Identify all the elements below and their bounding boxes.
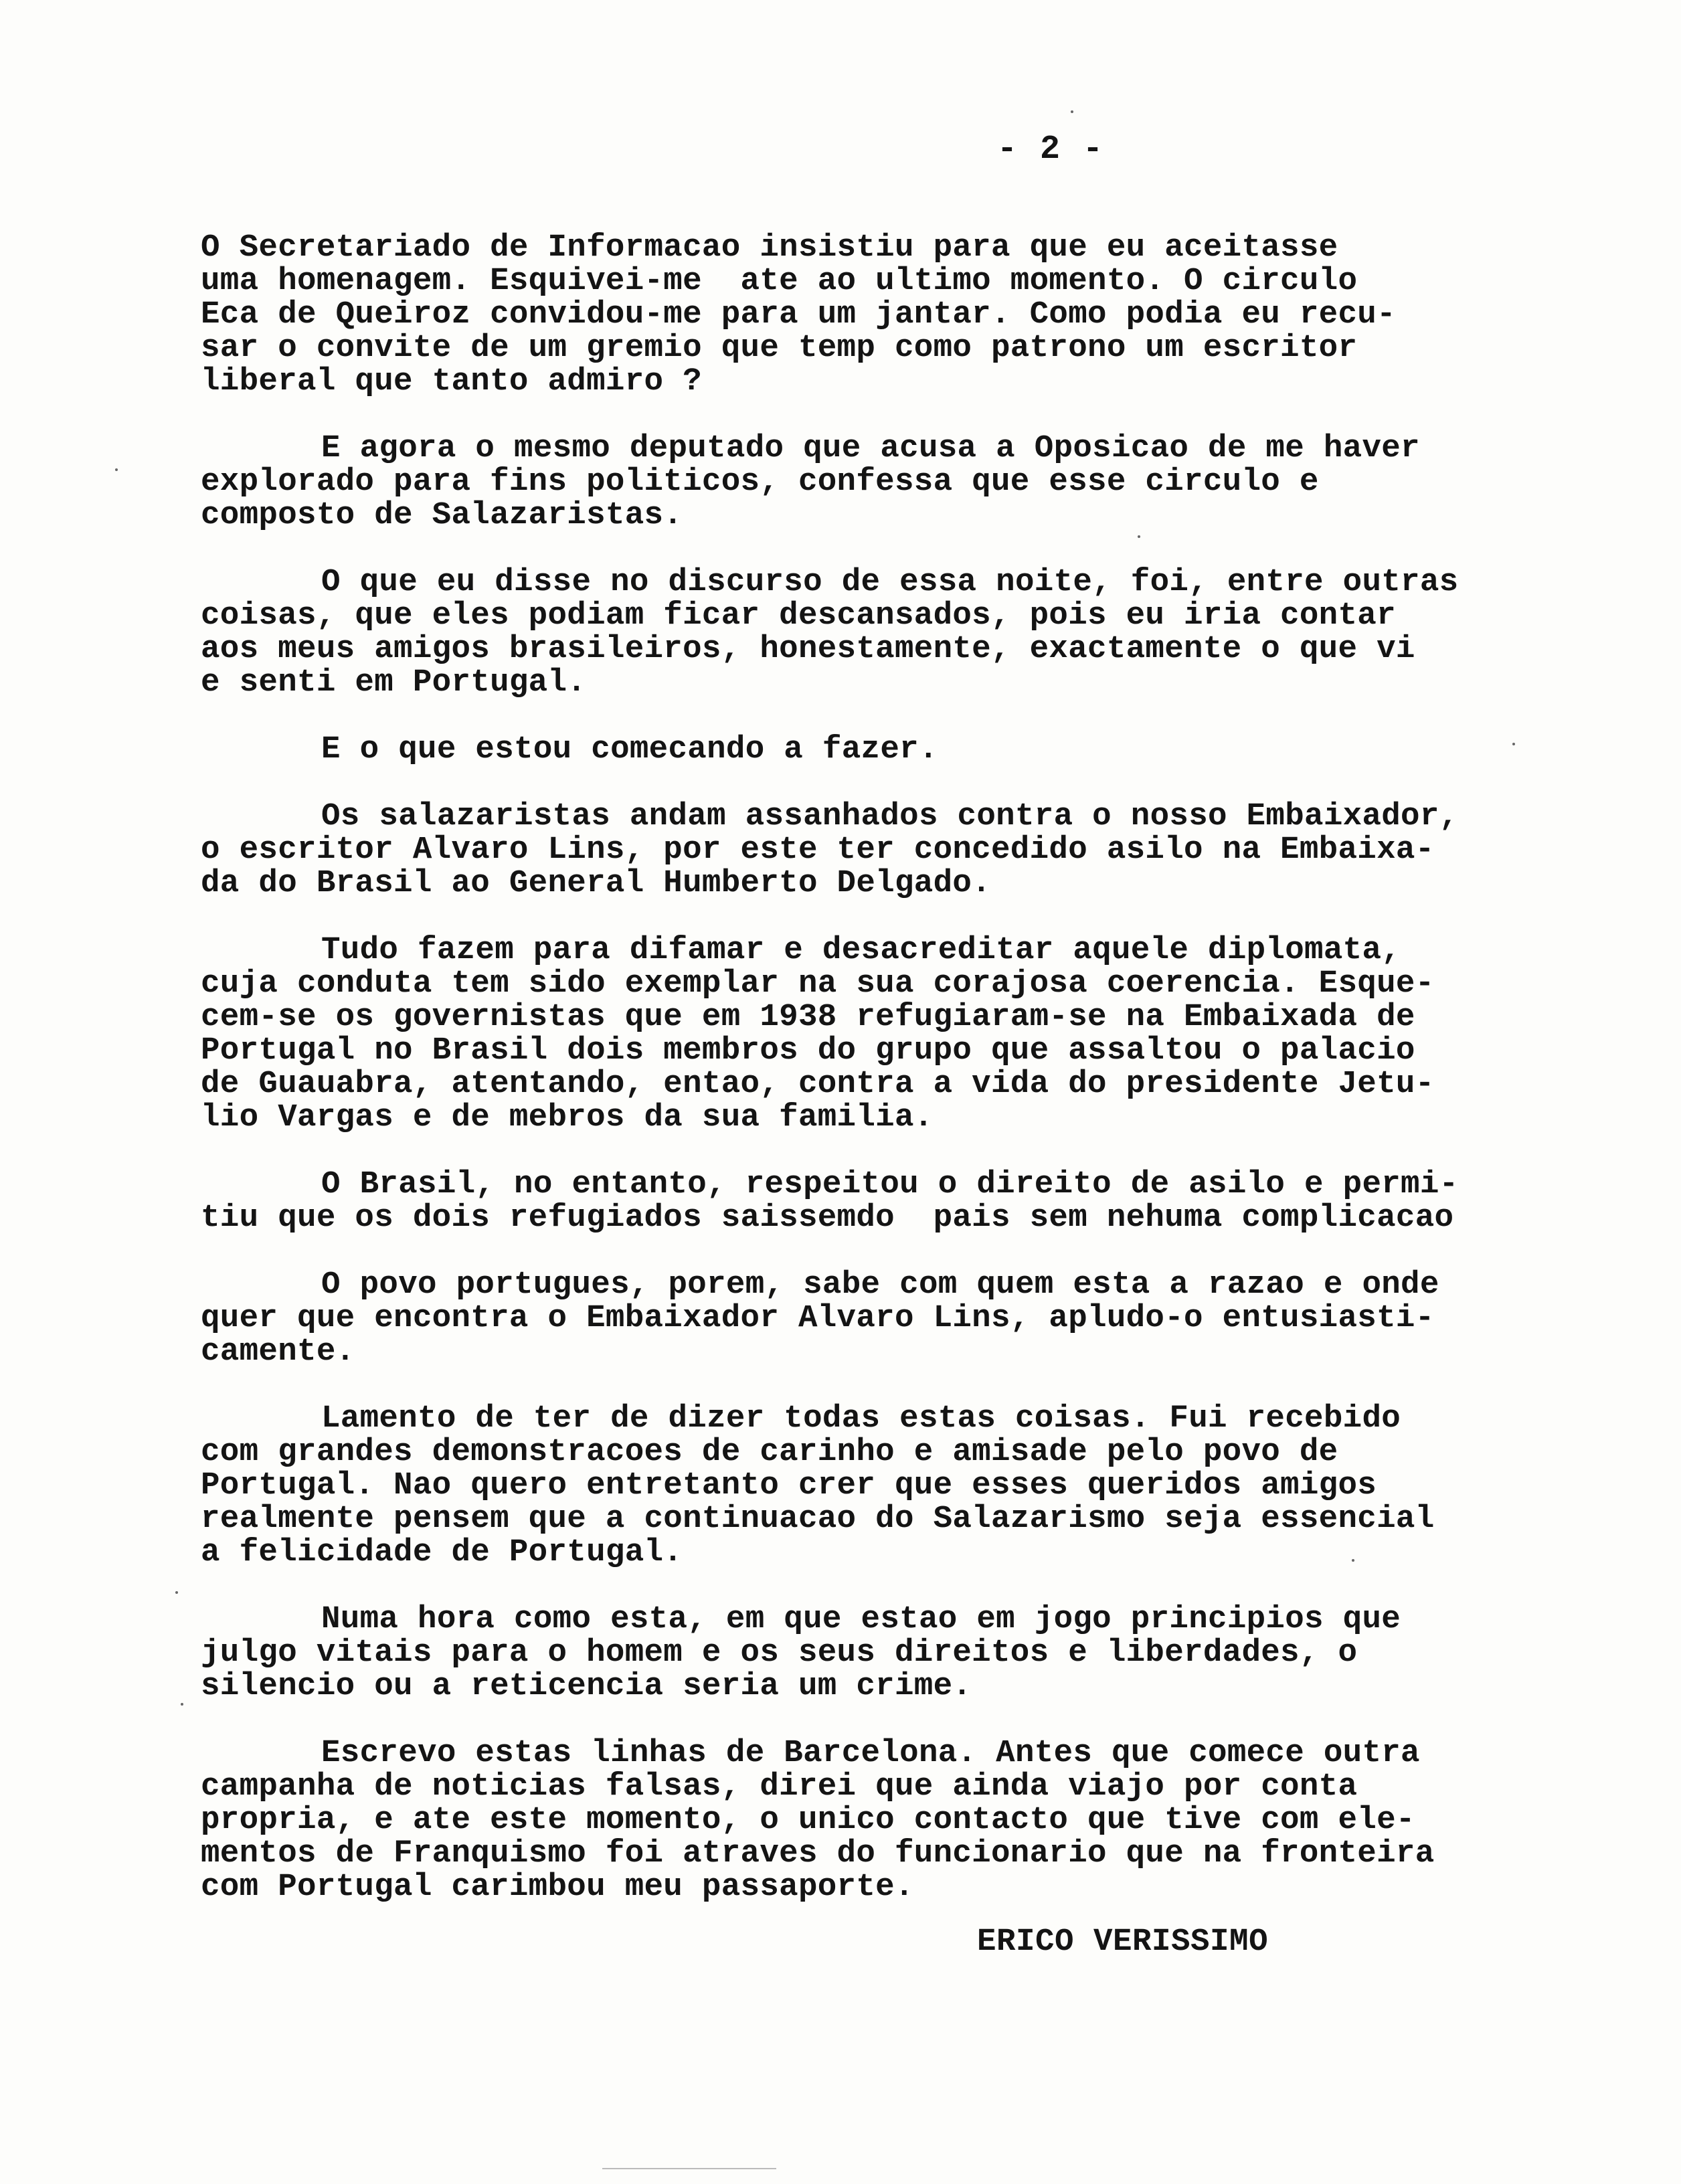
paragraph-9 xyxy=(201,1402,1539,1569)
speck xyxy=(1512,743,1515,745)
text-line: de Guauabra, atentando, entao, contra a vida do presidente Jetu- xyxy=(201,1066,1435,1102)
speck xyxy=(1138,535,1140,538)
text-line: da do Brasil ao General Humberto Delgado. xyxy=(201,865,991,901)
text-line: uma homenagem. Esquivei-me ate ao ultimo momento. O circulo xyxy=(201,263,1358,299)
speck xyxy=(175,1591,178,1594)
text-line: O Secretariado de Informacao insistiu para que eu aceitasse xyxy=(201,230,1338,266)
text-line: E o que estou comecando a fazer. xyxy=(321,731,938,767)
text-line: Portugal no Brasil dois membros do grupo que assaltou o palacio xyxy=(201,1032,1415,1069)
bottom-edge-mark xyxy=(602,2168,776,2169)
text-line: com grandes demonstracoes de carinho e amisade pelo povo de xyxy=(201,1434,1338,1470)
text-line: E agora o mesmo deputado que acusa a Oposicao de me haver xyxy=(321,430,1420,466)
paragraph-5 xyxy=(201,800,1539,900)
text-line: Numa hora como esta, em que estao em jogo principios que xyxy=(321,1601,1401,1637)
text-line: o escritor Alvaro Lins, por este ter concedido asilo na Embaixa- xyxy=(201,832,1435,868)
text-line: explorado para fins politicos, confessa que esse circulo e xyxy=(201,464,1319,500)
text-line: Eca de Queiroz convidou-me para um jantar. Como podia eu recu- xyxy=(201,296,1396,333)
paragraph-10 xyxy=(201,1603,1539,1703)
text-line: O que eu disse no discurso de essa noite, foi, entre outras xyxy=(321,564,1459,600)
text-line: composto de Salazaristas. xyxy=(201,497,683,533)
speck xyxy=(181,1703,183,1706)
text-line: aos meus amigos brasileiros, honestamente, exactamente o que vi xyxy=(201,631,1415,667)
text-line: Escrevo estas linhas de Barcelona. Antes que comece outra xyxy=(321,1735,1420,1771)
speck xyxy=(115,468,118,471)
text-line: coisas, que eles podiam ficar descansados, pois eu iria contar xyxy=(201,598,1396,634)
text-line: lio Vargas e de mebros da sua familia. xyxy=(201,1099,934,1135)
text-line: liberal que tanto admiro ? xyxy=(201,363,702,399)
paragraph-4 xyxy=(201,733,1539,766)
paragraph-8 xyxy=(201,1268,1539,1368)
signature: ERICO VERISSIMO xyxy=(977,1924,1269,1960)
text-line: Os salazaristas andam assanhados contra o nosso Embaixador, xyxy=(321,798,1459,834)
text-line: realmente pensem que a continuacao do Salazarismo seja essencial xyxy=(201,1501,1435,1537)
text-line: Portugal. Nao quero entretanto crer que esses queridos amigos xyxy=(201,1467,1377,1504)
text-line: silencio ou a reticencia seria um crime. xyxy=(201,1668,972,1704)
text-line: campanha de noticias falsas, direi que ainda viajo por conta xyxy=(201,1768,1358,1805)
text-line: Tudo fazem para difamar e desacreditar aquele diplomata, xyxy=(321,932,1401,968)
text-line: sar o convite de um gremio que temp como patrono um escritor xyxy=(201,330,1358,366)
speck xyxy=(1352,1559,1354,1562)
text-line: e senti em Portugal. xyxy=(201,664,587,701)
text-line: mentos de Franquismo foi atraves do funcionario que na fronteira xyxy=(201,1835,1435,1872)
text-line: Lamento de ter de dizer todas estas coisas. Fui recebido xyxy=(321,1400,1401,1437)
text-line: julgo vitais para o homem e os seus direitos e liberdades, o xyxy=(201,1635,1358,1671)
paragraph-7 xyxy=(201,1168,1539,1235)
text-line: cem-se os governistas que em 1938 refugiaram-se na Embaixada de xyxy=(201,999,1415,1035)
text-line: propria, e ate este momento, o unico contacto que tive com ele- xyxy=(201,1802,1415,1838)
paragraph-11 xyxy=(201,1736,1539,1904)
paragraph-6 xyxy=(201,933,1539,1134)
paragraph-1 xyxy=(201,231,1539,398)
text-line: camente. xyxy=(201,1334,355,1370)
page-number: - 2 - xyxy=(997,130,1105,169)
text-line: a felicidade de Portugal. xyxy=(201,1534,683,1570)
text-line: O Brasil, no entanto, respeitou o direito de asilo e permi- xyxy=(321,1166,1459,1202)
text-line: O povo portugues, porem, sabe com quem esta a razao e onde xyxy=(321,1267,1439,1303)
paragraph-3 xyxy=(201,565,1539,699)
text-line: quer que encontra o Embaixador Alvaro Lins, apludo-o entusiasti- xyxy=(201,1300,1435,1336)
text-line: com Portugal carimbou meu passaporte. xyxy=(201,1869,914,1905)
text-line: cuja conduta tem sido exemplar na sua corajosa coerencia. Esque- xyxy=(201,966,1435,1002)
paragraph-2 xyxy=(201,432,1539,532)
speck xyxy=(1071,110,1073,113)
letter-body xyxy=(201,231,1539,1937)
text-line: tiu que os dois refugiados saissemdo pais sem nehuma complicacao xyxy=(201,1200,1454,1236)
